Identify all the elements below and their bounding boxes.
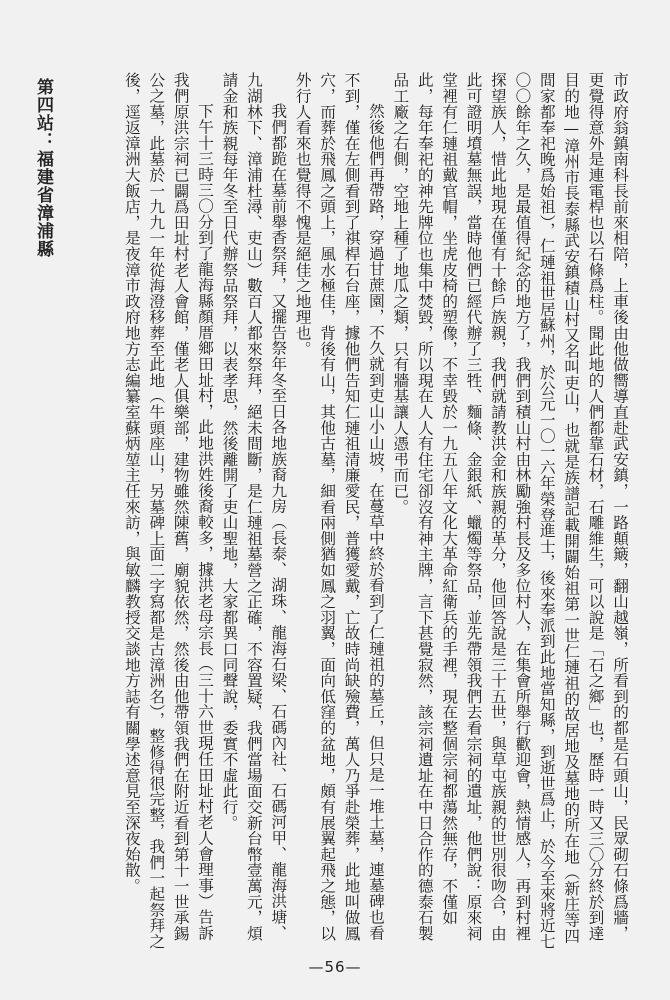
paragraph-4: 下午十三時三〇分到了龍海縣顏厝鄉田址村，此地洪姓後裔較多，據洪老母宗長（三十六世現任田址村老人會理事）告訴我們原洪宗祠已闢爲田址村老人會館，僅老人俱樂部，建物雖然陳舊，廟貌依然，然後由他帶領我們在附近看到第十一世承錫公之墓，此墓於一九九一年從海澄移葬至此地（牛頭座山，另墓碑上面二字寫都是古漳洲名），整修得很完整，我們一起祭拜之後，逕返漳洲大飯店，是夜漳市政府地方志編纂室蘇炳堃主任來訪，與敏麟教授交談地方誌有關學述意見至深夜始散。 bbox=[122, 72, 215, 949]
page-number: —56— bbox=[308, 958, 362, 976]
paragraph-1: 市政府翁鎮南科長前來相陪，上車後由他做嚮導直赴武安鎮，一路顛簸，翻山越嶺，所看到的都是石頭山，民眾砌石條爲牆，更覺得意外是連電桿也以石條爲柱。聞此地的人們都靠石材，石雕維生，可以說是「石之鄉」也，歷時一時又三〇分終於到達目的地—漳州市長泰縣武安鎮積山村又名叫吏山，也就是族譜記載開闢始祖第一世仁璉祖的故居地及墓地的所在地（新庄等四間家都奉祀晚爲始祖），仁璉祖世居蘇州，於公元一〇一六年榮登進士，後來奉派到此地當知縣，到逝世爲止，於今至來將近七〇〇餘年之久，是最值得紀念的地方了，我們到積山村由林勵強村長及多位村人，在集會所舉行歡迎會，熱情感人，再到村裡探望族人，惜此地現在僅有十餘戶族親，我們就請教洪金和族親的革分，他回答說是三十五世，與草屯族親的世別很吻合，由此可證明墳墓無誤，當時他們已經代辦了三牲、麵條、金銀紙、蠟燭等祭品，並先帶領我們去看宗祠的遺址，他們說：原來祠堂裡有仁璉祖戴官帽，坐虎皮椅的塑像，不幸毀於一九五八年文化大革命紅衛兵的手裡，現在整個宗祠都蕩然無存，不僅如此，每年奉祀的神先牌位也集中焚毀，所以現在人人有住宅卻沒有神主牌，言下甚覺寂然，該宗祠遺址在中日合作的德泰石製品工廠之右側，空地上種了地瓜之類，只有牆基讓人憑弔而已。 bbox=[391, 72, 629, 949]
paragraph-3: 我們都跪在墓前舉香祭拜，又擺告祭年冬至日各地族裔九房（長泰、湖珠、龍海石梁、石碼內社、石碼河甲、龍海洪塘、九湖林下、漳浦杜潯、吏山）數百人都來祭拜，絕未間斷，是仁璉祖墓營之正確，不容置疑，我們當場面交新台幣壹萬元，煩請金和族親每年冬至日代辦祭品祭拜，以表孝思，然後離開了吏山聖地，大家都異口同聲說，委實不虛此行。 bbox=[220, 72, 288, 941]
paragraph-2: 然後他們再帶路，穿過甘蔗園，不久就到吏山小山坡，在蔓草中終於看到了仁璉祖的墓丘，但只是一堆土墓，連墓碑也看不到，僅在左側看到了祺桿石台座，據他們告知仁璉祖清廉愛民，普獲愛戴，亡故時尚缺殮費，萬人乃爭赴榮葬，此地叫做鳳穴，而葬於飛鳳之頭上，風水極佳，背後有山，其他古墓，細看兩側猶如鳳之羽翼，面向低窪的盆地，頗有展翼起飛之態，以外行人看來也覺得不愧是絕佳之地理也。 bbox=[293, 72, 385, 941]
body-text bbox=[72, 72, 632, 952]
section-title: 第四站：福建省漳浦縣 bbox=[33, 78, 53, 258]
